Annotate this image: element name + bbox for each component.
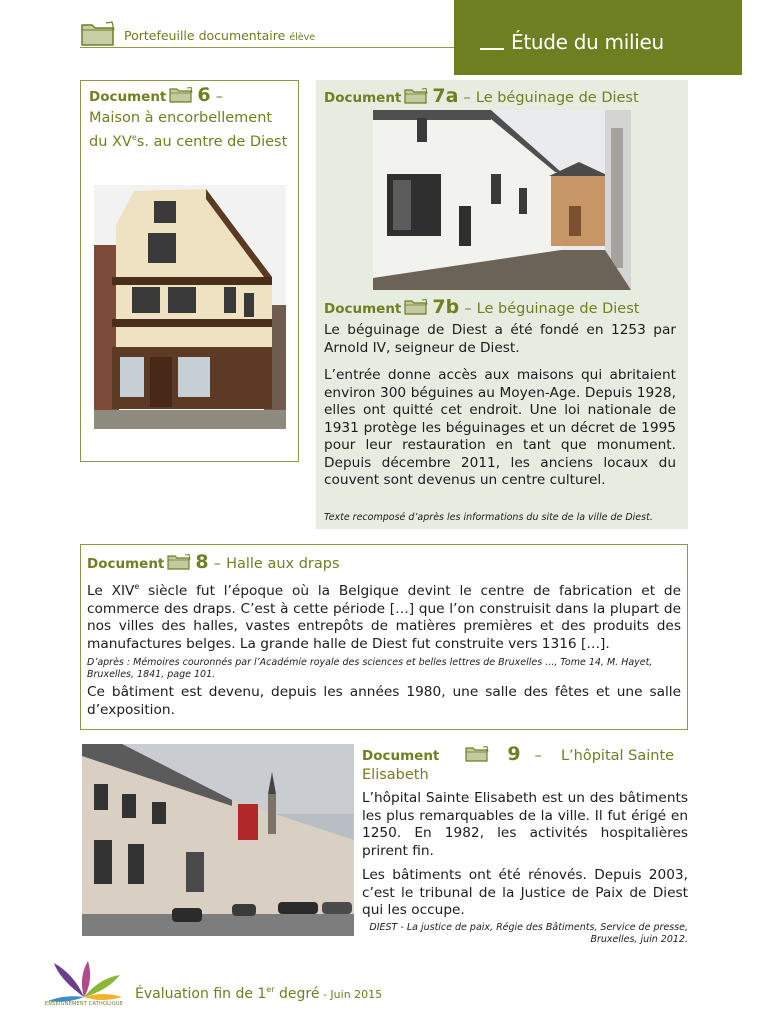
overhanging-house-photo <box>94 185 286 429</box>
document-7b-paragraph-2: L’entrée donne accès aux maisons qui abritaient environ 300 béguines au Moyen-Age. Depuis 1928, elles ont quitté cet endroit. Une loi nationale de 1931 protège les béguinages et un décret de 1995 pour leur restauration en tant que monument. Depuis décembre 2011, les anciens locaux du couvent sont devenus un centre culturel. <box>324 367 676 488</box>
header-folder-icon <box>80 21 116 47</box>
document-7-panel <box>316 80 688 529</box>
document-7a-heading: Document 7a – Le béguinage de Diest <box>324 85 639 107</box>
document-8-paragraph-2: Ce bâtiment est devenu, depuis les années 1980, une salle des fêtes et une salle d’exposition. <box>87 684 681 718</box>
folder-icon <box>404 88 428 104</box>
document-9-heading: Document 9 – L’hôpital Sainte Elisabeth <box>362 743 675 783</box>
document-7b-heading: Document 7b – Le béguinage de Diest <box>324 296 640 318</box>
footer-evaluation: Évaluation fin de 1er degré - Juin 2015 <box>135 985 383 1002</box>
folder-icon <box>167 554 191 570</box>
document-8-source: D’après : Mémoires couronnés par l’Académie royale des sciences et belles lettres de Bruxelles ..., Tome 14, M. Hayet, Bruxelles, 1841, page 101. <box>87 657 653 680</box>
subject-title: Étude du milieu <box>511 30 664 54</box>
document-7b-paragraph-1: Le béguinage de Diest a été fondé en 1253 par Arnold IV, seigneur de Diest. <box>324 322 676 356</box>
document-9-paragraph-1: L’hôpital Sainte Elisabeth est un des bâtiments les plus remarquables de la ville. Il fut érigé en 1250. En 1982, les activités hospitalières prirent fin. <box>362 790 688 859</box>
document-8-paragraph-1: Le XIVe siècle fut l’époque où la Belgique devint le centre de fabrication et de commerce des draps. C’est à cette période […] que l’on construisit dans la plupart de nos villes des halles, vastes entrepôts de matières premières et des produits des manufactures belges. La grande halle de Diest fut construite vers 1316 […]. <box>87 582 681 652</box>
document-7b-source: Texte recomposé d’après les informations du site de la ville de Diest. <box>324 512 653 523</box>
subject-banner-rule <box>480 48 504 50</box>
document-9-source: DIEST - La justice de paix, Régie des Bâtiments, Service de presse, Bruxelles, juin 2012. <box>369 922 688 945</box>
document-6-heading: Document 6 – Maison à encorbellement du XVes. au centre de Diest <box>89 84 288 150</box>
document-6-box <box>80 80 299 462</box>
document-6-title: Maison à encorbellement du XVes. au centre de Diest <box>89 110 288 150</box>
logo-text: ENSEIGNEMENT CATHOLIQUE <box>44 1001 124 1007</box>
beguinage-courtyard-photo <box>373 110 631 290</box>
folder-icon <box>465 746 489 762</box>
folder-icon <box>404 299 428 315</box>
document-8-heading: Document 8 – Halle aux draps <box>87 551 340 573</box>
header-rule <box>80 47 498 48</box>
hospital-street-photo <box>82 744 354 936</box>
portfolio-label: Portefeuille documentaire élève <box>124 28 316 43</box>
folder-icon <box>169 87 193 103</box>
document-9-paragraph-2: Les bâtiments ont été rénovés. Depuis 2003, c’est le tribunal de la Justice de Paix de Diest qui les occupe. <box>362 867 688 918</box>
leaf-logo <box>40 957 128 1017</box>
document-8-box <box>80 544 688 730</box>
